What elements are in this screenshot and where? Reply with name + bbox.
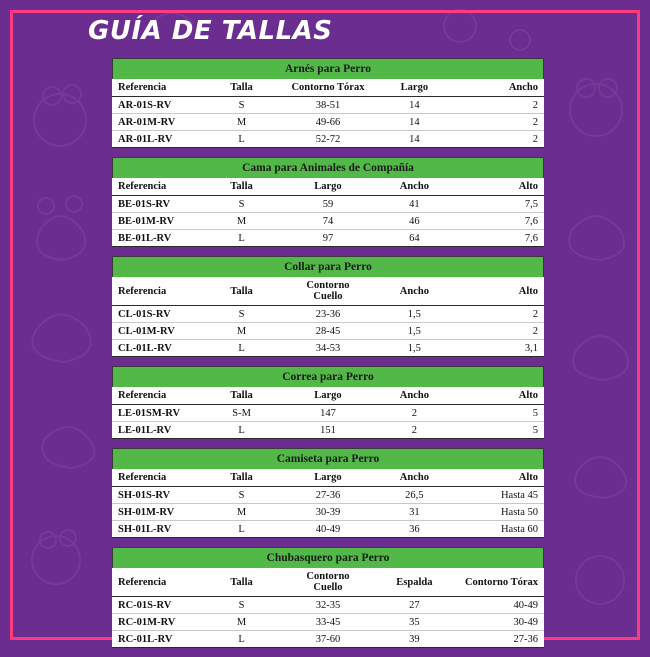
size-table	[112, 366, 544, 439]
table-cell: 2	[458, 323, 544, 340]
table-cell: L	[198, 230, 284, 247]
column-header: Talla	[198, 178, 284, 196]
column-header: Ancho	[371, 387, 457, 405]
table-cell: 14	[371, 114, 457, 131]
reference-cell: CL-01M-RV	[112, 323, 198, 340]
column-header: Contorno Cuello	[285, 277, 371, 306]
table-row	[112, 521, 544, 538]
table-cell: 46	[371, 213, 457, 230]
table-cell: 40-49	[285, 521, 371, 538]
table-row	[112, 614, 544, 631]
table-cell: Hasta 45	[458, 487, 544, 504]
table-row	[112, 114, 544, 131]
column-header: Talla	[198, 277, 284, 306]
table-cell: 2	[371, 405, 457, 422]
table-cell: S	[198, 306, 284, 323]
column-header: Espalda	[371, 568, 457, 597]
table-cell: 27-36	[285, 487, 371, 504]
table-cell: M	[198, 614, 284, 631]
column-header: Talla	[198, 469, 284, 487]
column-header: Referencia	[112, 79, 198, 97]
table-cell: 37-60	[285, 631, 371, 648]
size-tables-container	[112, 58, 544, 657]
column-header: Referencia	[112, 469, 198, 487]
reference-cell: CL-01S-RV	[112, 306, 198, 323]
table-cell: 64	[371, 230, 457, 247]
table-row	[112, 504, 544, 521]
reference-cell: BE-01L-RV	[112, 230, 198, 247]
table-cell: 28-45	[285, 323, 371, 340]
table-cell: 7,6	[458, 230, 544, 247]
table-cell: 31	[371, 504, 457, 521]
table-cell: Hasta 50	[458, 504, 544, 521]
size-table	[112, 157, 544, 247]
table-cell: 36	[371, 521, 457, 538]
table-cell: 30-39	[285, 504, 371, 521]
table-row	[112, 631, 544, 648]
table-cell: 2	[458, 114, 544, 131]
reference-cell: SH-01S-RV	[112, 487, 198, 504]
table-cell: 59	[285, 196, 371, 213]
table-cell: L	[198, 422, 284, 439]
table-cell: 1,5	[371, 323, 457, 340]
table-cell: Hasta 60	[458, 521, 544, 538]
size-table	[112, 58, 544, 148]
table-header-row	[112, 568, 544, 597]
table-cell: 1,5	[371, 340, 457, 357]
table-cell: 34-53	[285, 340, 371, 357]
column-header: Talla	[198, 387, 284, 405]
column-header: Largo	[285, 469, 371, 487]
table-cell: 39	[371, 631, 457, 648]
reference-cell: RC-01M-RV	[112, 614, 198, 631]
table-cell: 74	[285, 213, 371, 230]
table-cell: S	[198, 196, 284, 213]
table-cell: 27	[371, 597, 457, 614]
table-row	[112, 323, 544, 340]
table-row	[112, 196, 544, 213]
table-header-row	[112, 469, 544, 487]
column-header: Contorno Cuello	[285, 568, 371, 597]
table-caption: Correa para Perro	[112, 366, 544, 387]
page-title: GUÍA DE TALLAS	[88, 16, 333, 46]
table-cell: 38-51	[285, 97, 371, 114]
table-row	[112, 487, 544, 504]
column-header: Ancho	[458, 79, 544, 97]
table-cell: 2	[458, 131, 544, 148]
table-caption: Arnés para Perro	[112, 58, 544, 79]
column-header: Talla	[198, 79, 284, 97]
table-row	[112, 306, 544, 323]
table-caption: Camiseta para Perro	[112, 448, 544, 469]
column-header: Referencia	[112, 387, 198, 405]
reference-cell: CL-01L-RV	[112, 340, 198, 357]
column-header: Alto	[458, 178, 544, 196]
column-header: Largo	[285, 178, 371, 196]
reference-cell: RC-01L-RV	[112, 631, 198, 648]
table-cell: 32-35	[285, 597, 371, 614]
column-header: Alto	[458, 387, 544, 405]
table-cell: 26,5	[371, 487, 457, 504]
size-table	[112, 547, 544, 648]
column-header: Referencia	[112, 568, 198, 597]
column-header: Ancho	[371, 277, 457, 306]
reference-cell: AR-01S-RV	[112, 97, 198, 114]
table-cell: 33-45	[285, 614, 371, 631]
table-cell: 2	[458, 97, 544, 114]
size-table	[112, 448, 544, 538]
table-cell: M	[198, 213, 284, 230]
table-row	[112, 422, 544, 439]
table-cell: 52-72	[285, 131, 371, 148]
table-cell: 41	[371, 196, 457, 213]
column-header: Contorno Tórax	[285, 79, 371, 97]
table-cell: 30-49	[458, 614, 544, 631]
column-header: Alto	[458, 277, 544, 306]
table-row	[112, 97, 544, 114]
table-row	[112, 597, 544, 614]
table-cell: 5	[458, 422, 544, 439]
column-header: Largo	[371, 79, 457, 97]
table-cell: 151	[285, 422, 371, 439]
table-cell: 5	[458, 405, 544, 422]
table-cell: M	[198, 323, 284, 340]
reference-cell: LE-01SM-RV	[112, 405, 198, 422]
column-header: Ancho	[371, 178, 457, 196]
column-header: Referencia	[112, 178, 198, 196]
reference-cell: RC-01S-RV	[112, 597, 198, 614]
reference-cell: SH-01M-RV	[112, 504, 198, 521]
table-cell: 27-36	[458, 631, 544, 648]
size-table	[112, 256, 544, 357]
table-cell: 1,5	[371, 306, 457, 323]
column-header: Ancho	[371, 469, 457, 487]
table-cell: S	[198, 97, 284, 114]
table-cell: 2	[458, 306, 544, 323]
table-cell: 3,1	[458, 340, 544, 357]
table-cell: 2	[371, 422, 457, 439]
table-cell: 7,6	[458, 213, 544, 230]
table-cell: 35	[371, 614, 457, 631]
reference-cell: AR-01M-RV	[112, 114, 198, 131]
table-cell: 49-66	[285, 114, 371, 131]
column-header: Referencia	[112, 277, 198, 306]
table-cell: 40-49	[458, 597, 544, 614]
table-caption: Cama para Animales de Compañía	[112, 157, 544, 178]
table-cell: L	[198, 340, 284, 357]
table-cell: S	[198, 597, 284, 614]
column-header: Talla	[198, 568, 284, 597]
table-header-row	[112, 277, 544, 306]
table-cell: S	[198, 487, 284, 504]
table-cell: 23-36	[285, 306, 371, 323]
table-cell: 97	[285, 230, 371, 247]
table-header-row	[112, 79, 544, 97]
table-caption: Chubasquero para Perro	[112, 547, 544, 568]
column-header: Contorno Tórax	[458, 568, 544, 597]
reference-cell: BE-01M-RV	[112, 213, 198, 230]
reference-cell: LE-01L-RV	[112, 422, 198, 439]
table-row	[112, 405, 544, 422]
table-row	[112, 131, 544, 148]
table-cell: L	[198, 521, 284, 538]
column-header: Alto	[458, 469, 544, 487]
table-cell: 7,5	[458, 196, 544, 213]
column-header: Largo	[285, 387, 371, 405]
table-cell: L	[198, 131, 284, 148]
table-header-row	[112, 178, 544, 196]
table-row	[112, 340, 544, 357]
table-caption: Collar para Perro	[112, 256, 544, 277]
table-cell: 147	[285, 405, 371, 422]
table-cell: M	[198, 114, 284, 131]
reference-cell: AR-01L-RV	[112, 131, 198, 148]
table-header-row	[112, 387, 544, 405]
table-cell: L	[198, 631, 284, 648]
table-cell: S-M	[198, 405, 284, 422]
table-row	[112, 213, 544, 230]
reference-cell: SH-01L-RV	[112, 521, 198, 538]
table-row	[112, 230, 544, 247]
reference-cell: BE-01S-RV	[112, 196, 198, 213]
table-cell: M	[198, 504, 284, 521]
table-cell: 14	[371, 131, 457, 148]
table-cell: 14	[371, 97, 457, 114]
